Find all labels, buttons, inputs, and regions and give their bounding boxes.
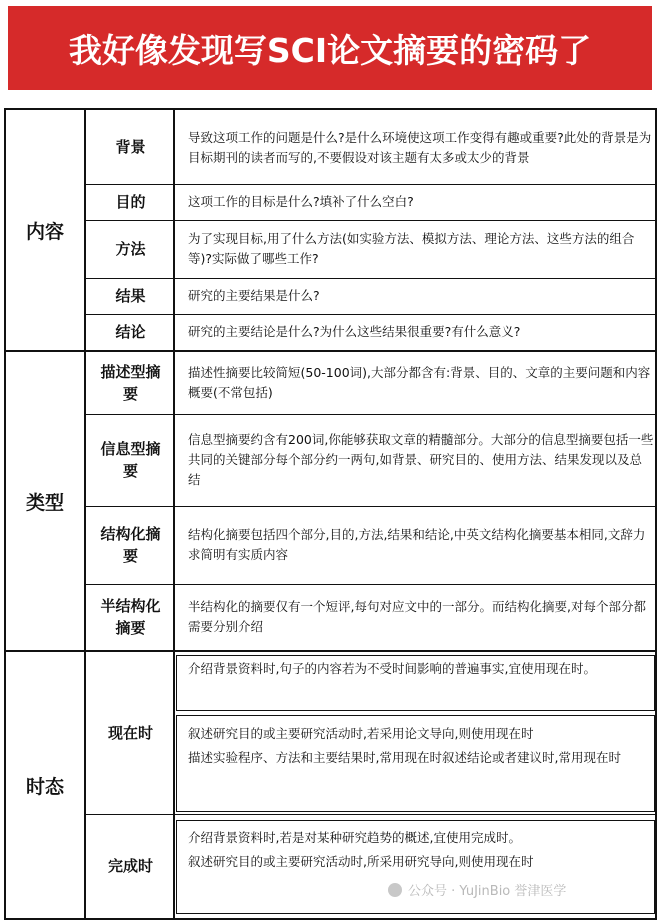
row-text-semi-structured: 半结构化的摘要仅有一个短评,每句对应文中的一部分。而结构化摘要,对每个部分都需要分别介绍 bbox=[188, 599, 646, 634]
row-label-background: 背景 bbox=[115, 138, 146, 156]
wechat-icon bbox=[388, 883, 402, 897]
row-label-conclusion: 结论 bbox=[115, 323, 146, 341]
page-title: 我好像发现写SCI论文摘要的密码了 bbox=[68, 30, 592, 70]
title-banner bbox=[8, 6, 652, 90]
row-label-informative: 信息型摘要 bbox=[100, 440, 161, 480]
category-content: 内容 bbox=[25, 220, 64, 243]
row-text-descriptive: 描述性摘要比较简短(50-100词),大部分都含有:背景、目的、文章的主要问题和内容概要(不常包括) bbox=[188, 365, 651, 400]
row-label-present-tense: 现在时 bbox=[107, 724, 153, 742]
row-text-method: 为了实现目标,用了什么方法(如实验方法、模拟方法、理论方法、这些方法的组合等)?实际做了哪些工作? bbox=[188, 231, 635, 266]
row-label-structured: 结构化摘要 bbox=[100, 525, 161, 565]
category-type: 类型 bbox=[25, 491, 64, 514]
summary-table bbox=[4, 108, 657, 920]
row-label-descriptive: 描述型摘要 bbox=[100, 363, 161, 403]
row-label-perfect-tense: 完成时 bbox=[107, 857, 153, 875]
row-text-conclusion: 研究的主要结论是什么?为什么这些结果很重要?有什么意义? bbox=[188, 324, 521, 339]
row-text-present-1: 介绍背景资料时,句子的内容若为不受时间影响的普遍事实,宜使用现在时。 bbox=[188, 661, 596, 676]
row-text-perfect: 介绍背景资料时,若是对某种研究趋势的概述,宜使用完成时。 叙述研究目的或主要研究活动时,所采用研究导向,则使用现在时 bbox=[188, 830, 534, 869]
row-text-purpose: 这项工作的目标是什么?填补了什么空白? bbox=[188, 194, 414, 209]
row-text-background: 导致这项工作的问题是什么?是什么环境使这项工作变得有趣或重要?此处的背景是为目标期刊的读者而写的,不要假设对该主题有太多或太少的背景 bbox=[188, 130, 652, 165]
row-label-result: 结果 bbox=[115, 287, 146, 305]
row-text-result: 研究的主要结果是什么? bbox=[188, 288, 320, 303]
row-label-purpose: 目的 bbox=[115, 193, 146, 211]
row-text-present-2: 叙述研究目的或主要研究活动时,若采用论文导向,则使用现在时 描述实验程序、方法和主要结果时,常用现在时叙述结论或者建议时,常用现在时 bbox=[188, 726, 621, 765]
row-label-method: 方法 bbox=[115, 240, 146, 258]
category-tense: 时态 bbox=[25, 775, 64, 798]
watermark-text: 公众号 · YuJinBio 誉津医学 bbox=[408, 884, 567, 899]
watermark bbox=[388, 880, 566, 899]
row-text-structured: 结构化摘要包括四个部分,目的,方法,结果和结论,中英文结构化摘要基本相同,文辞力求简明有实质内容 bbox=[188, 527, 646, 562]
row-text-informative: 信息型摘要约含有200词,你能够获取文章的精髓部分。大部分的信息型摘要包括一些共同的关键部分每个部分约一两句,如背景、研究目的、使用方法、结果发现以及总结 bbox=[188, 432, 654, 487]
row-label-semi-structured: 半结构化摘要 bbox=[100, 597, 161, 637]
